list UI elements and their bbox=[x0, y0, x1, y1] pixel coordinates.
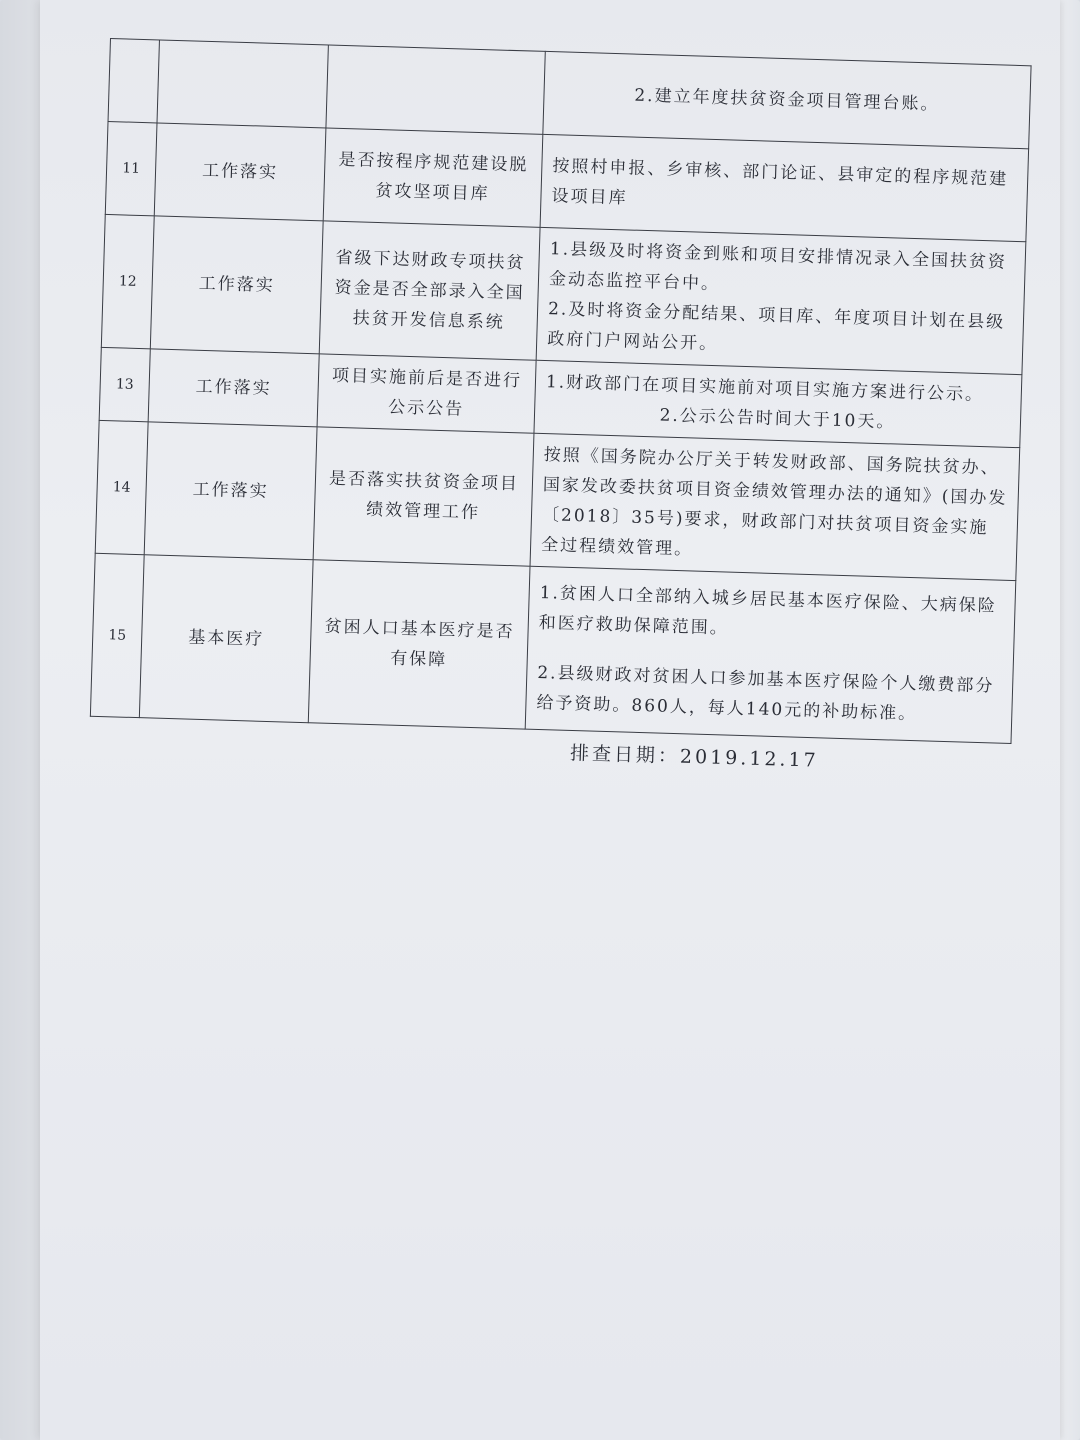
requirement-line: 2.及时将资金分配结果、项目库、年度项目计划在县级政府门户网站公开。 bbox=[546, 299, 1006, 355]
row-number bbox=[108, 39, 159, 123]
row-category: 工作落实 bbox=[154, 123, 326, 221]
row-item: 贫困人口基本医疗是否有保障 bbox=[308, 560, 530, 729]
row-requirements bbox=[540, 134, 1029, 241]
row-category bbox=[157, 40, 328, 128]
row-number: 15 bbox=[90, 553, 144, 717]
row-category: 工作落实 bbox=[144, 422, 317, 560]
row-item: 省级下达财政专项扶贫资金是否全部录入全国扶贫开发信息系统 bbox=[319, 221, 540, 360]
row-category: 工作落实 bbox=[150, 216, 323, 354]
row-requirements bbox=[525, 566, 1016, 743]
requirement-line: 按照《国务院办公厅关于转发财政部、国务院扶贫办、国家发改委扶贫项目资金绩效管理办法的通知》(国办发〔2018〕35号)要求，财政部门对扶贫项目资金实施全过程绩效管理。 bbox=[540, 445, 1008, 560]
row-item bbox=[326, 45, 545, 134]
requirement-line: 1.财政部门在项目实施前对项目实施方案进行公示。 bbox=[545, 372, 985, 406]
requirement-line: 2.县级财政对贫困人口参加基本医疗保险个人缴费部分给予资助。860人，每人140元的补助标准。 bbox=[536, 662, 995, 725]
requirement-line: 2.公示公告时间大于10天。 bbox=[659, 405, 896, 433]
row-requirements bbox=[530, 433, 1020, 580]
row-category: 基本医疗 bbox=[139, 555, 313, 723]
table-row bbox=[90, 553, 1015, 743]
row-number: 12 bbox=[101, 214, 154, 348]
row-requirements bbox=[536, 227, 1026, 374]
row-category: 工作落实 bbox=[148, 349, 319, 427]
row-number: 13 bbox=[99, 347, 150, 421]
row-item: 是否落实扶贫资金项目绩效管理工作 bbox=[313, 427, 534, 566]
requirement-line: 2.建立年度扶贫资金项目管理台账。 bbox=[634, 85, 940, 115]
inspection-date: 排查日期：2019.12.17 bbox=[569, 742, 820, 772]
row-requirements bbox=[543, 51, 1031, 148]
row-number: 14 bbox=[95, 420, 148, 554]
inspection-table bbox=[90, 38, 1032, 744]
requirement-line: 1.县级及时将资金到账和项目安排情况录入全国扶贫资金动态监控平台中。 bbox=[548, 239, 1008, 295]
requirement-line: 1.贫困人口全部纳入城乡居民基本医疗保险、大病保险和医疗救助保障范围。 bbox=[538, 582, 998, 639]
requirement-line: 按照村申报、乡审核、部门论证、县审定的程序规范建设项目库 bbox=[551, 156, 1009, 209]
row-item: 项目实施前后是否进行公示公告 bbox=[317, 354, 536, 433]
row-item: 是否按程序规范建设脱贫攻坚项目库 bbox=[323, 128, 543, 227]
row-number: 11 bbox=[105, 121, 157, 215]
document-page bbox=[40, 0, 1060, 1440]
